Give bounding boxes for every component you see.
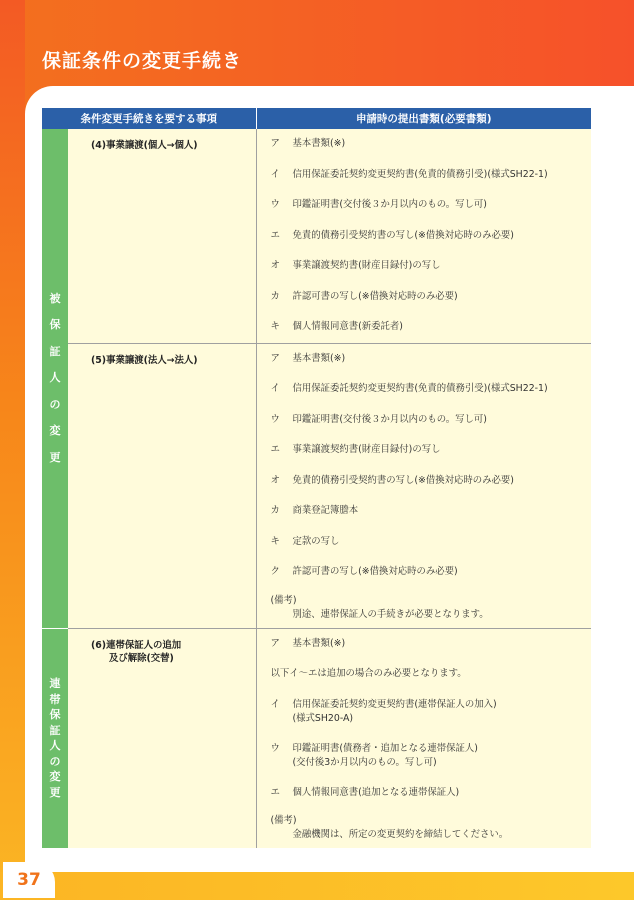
group-label-text: 被 保 証 人 の 変 更 xyxy=(49,291,61,464)
docs-cell xyxy=(256,343,591,628)
list-item: キ 定款の写し xyxy=(270,535,340,547)
item-title: (4)事業譲渡(個人→個人) xyxy=(91,140,198,151)
list-item: オ 事業譲渡契約書(財産目録付)の写し xyxy=(270,260,441,271)
remarks-label: (備考) xyxy=(270,594,297,606)
remarks xyxy=(271,808,592,848)
list-item: イ 信用保証委託契約変更契約書(免責的債務引受)(様式SH22-1) xyxy=(270,168,548,180)
table-header-row xyxy=(42,108,591,129)
item-title-line1: (6)連帯保証人の追加 xyxy=(91,639,182,651)
item-cell xyxy=(68,343,256,628)
list-item: エ 免責的債務引受契約書の写し(※借換対応時のみ必要) xyxy=(270,229,514,241)
list-item: ア 基本書類(※) xyxy=(270,637,346,649)
item-cell xyxy=(68,628,256,848)
table-row xyxy=(42,628,591,848)
list-item: カ 許認可書の写し(※借換対応時のみ必要) xyxy=(270,290,458,302)
requirements-table xyxy=(42,108,591,848)
list-item: キ 個人情報同意書(新委託者) xyxy=(270,321,403,332)
remarks-body: 金融機関は、所定の変更契約を締結してください。 xyxy=(292,829,509,840)
group-label-guarantor xyxy=(42,628,68,848)
remarks-label: (備考) xyxy=(270,815,297,826)
list-item: ア 基本書類(※) xyxy=(270,352,346,364)
list-item: ク 許認可書の写し(※借換対応時のみ必要) xyxy=(270,566,458,577)
table-row xyxy=(42,129,591,343)
list-item: イ 信用保証委託契約変更契約書(連帯保証人の加入) (様式SH20-A) xyxy=(270,698,497,724)
docs-cell xyxy=(256,129,591,343)
group-label-insured xyxy=(42,129,68,628)
header-matter: 条件変更手続きを要する事項 xyxy=(42,108,256,129)
page-title: 保証条件の変更手続き xyxy=(42,50,243,72)
group-label-text: 連 帯 保 証 人 の 変 更 xyxy=(49,677,61,799)
left-band xyxy=(0,0,25,900)
page-number: 37 xyxy=(3,862,55,898)
intro-text: 以下イ〜エは追加の場合のみ必要となります。 xyxy=(270,668,467,679)
list-item: ウ 印鑑証明書(債務者・追加となる連帯保証人) (交付後3か月以内のもの。写し可) xyxy=(270,742,478,768)
item-title: (5)事業譲渡(法人→法人) xyxy=(91,354,198,366)
list-item: ア 基本書類(※) xyxy=(270,138,346,149)
list-item: エ 個人情報同意書(追加となる連帯保証人) xyxy=(270,786,460,798)
docs-cell xyxy=(256,628,591,848)
header-documents: 申請時の提出書類(必要書類) xyxy=(256,108,591,129)
remarks xyxy=(271,588,592,628)
footer-band xyxy=(0,872,634,900)
item-title-line2: 及び解除(交替) xyxy=(109,653,174,664)
list-item: カ 商業登記簿謄本 xyxy=(270,505,359,516)
list-item: ウ 印鑑証明書(交付後３か月以内のもの。写し可) xyxy=(270,199,487,210)
list-item: ウ 印鑑証明書(交付後３か月以内のもの。写し可) xyxy=(270,413,487,425)
list-item: イ 信用保証委託契約変更契約書(免責的債務引受)(様式SH22-1) xyxy=(270,383,548,394)
item-cell xyxy=(68,129,256,343)
list-item: オ 免責的債務引受契約書の写し(※借換対応時のみ必要) xyxy=(270,474,514,486)
list-item: エ 事業譲渡契約書(財産目録付)の写し xyxy=(270,444,441,455)
remarks-body: 別途、連帯保証人の手続きが必要となります。 xyxy=(292,608,489,620)
table-row xyxy=(42,343,591,628)
